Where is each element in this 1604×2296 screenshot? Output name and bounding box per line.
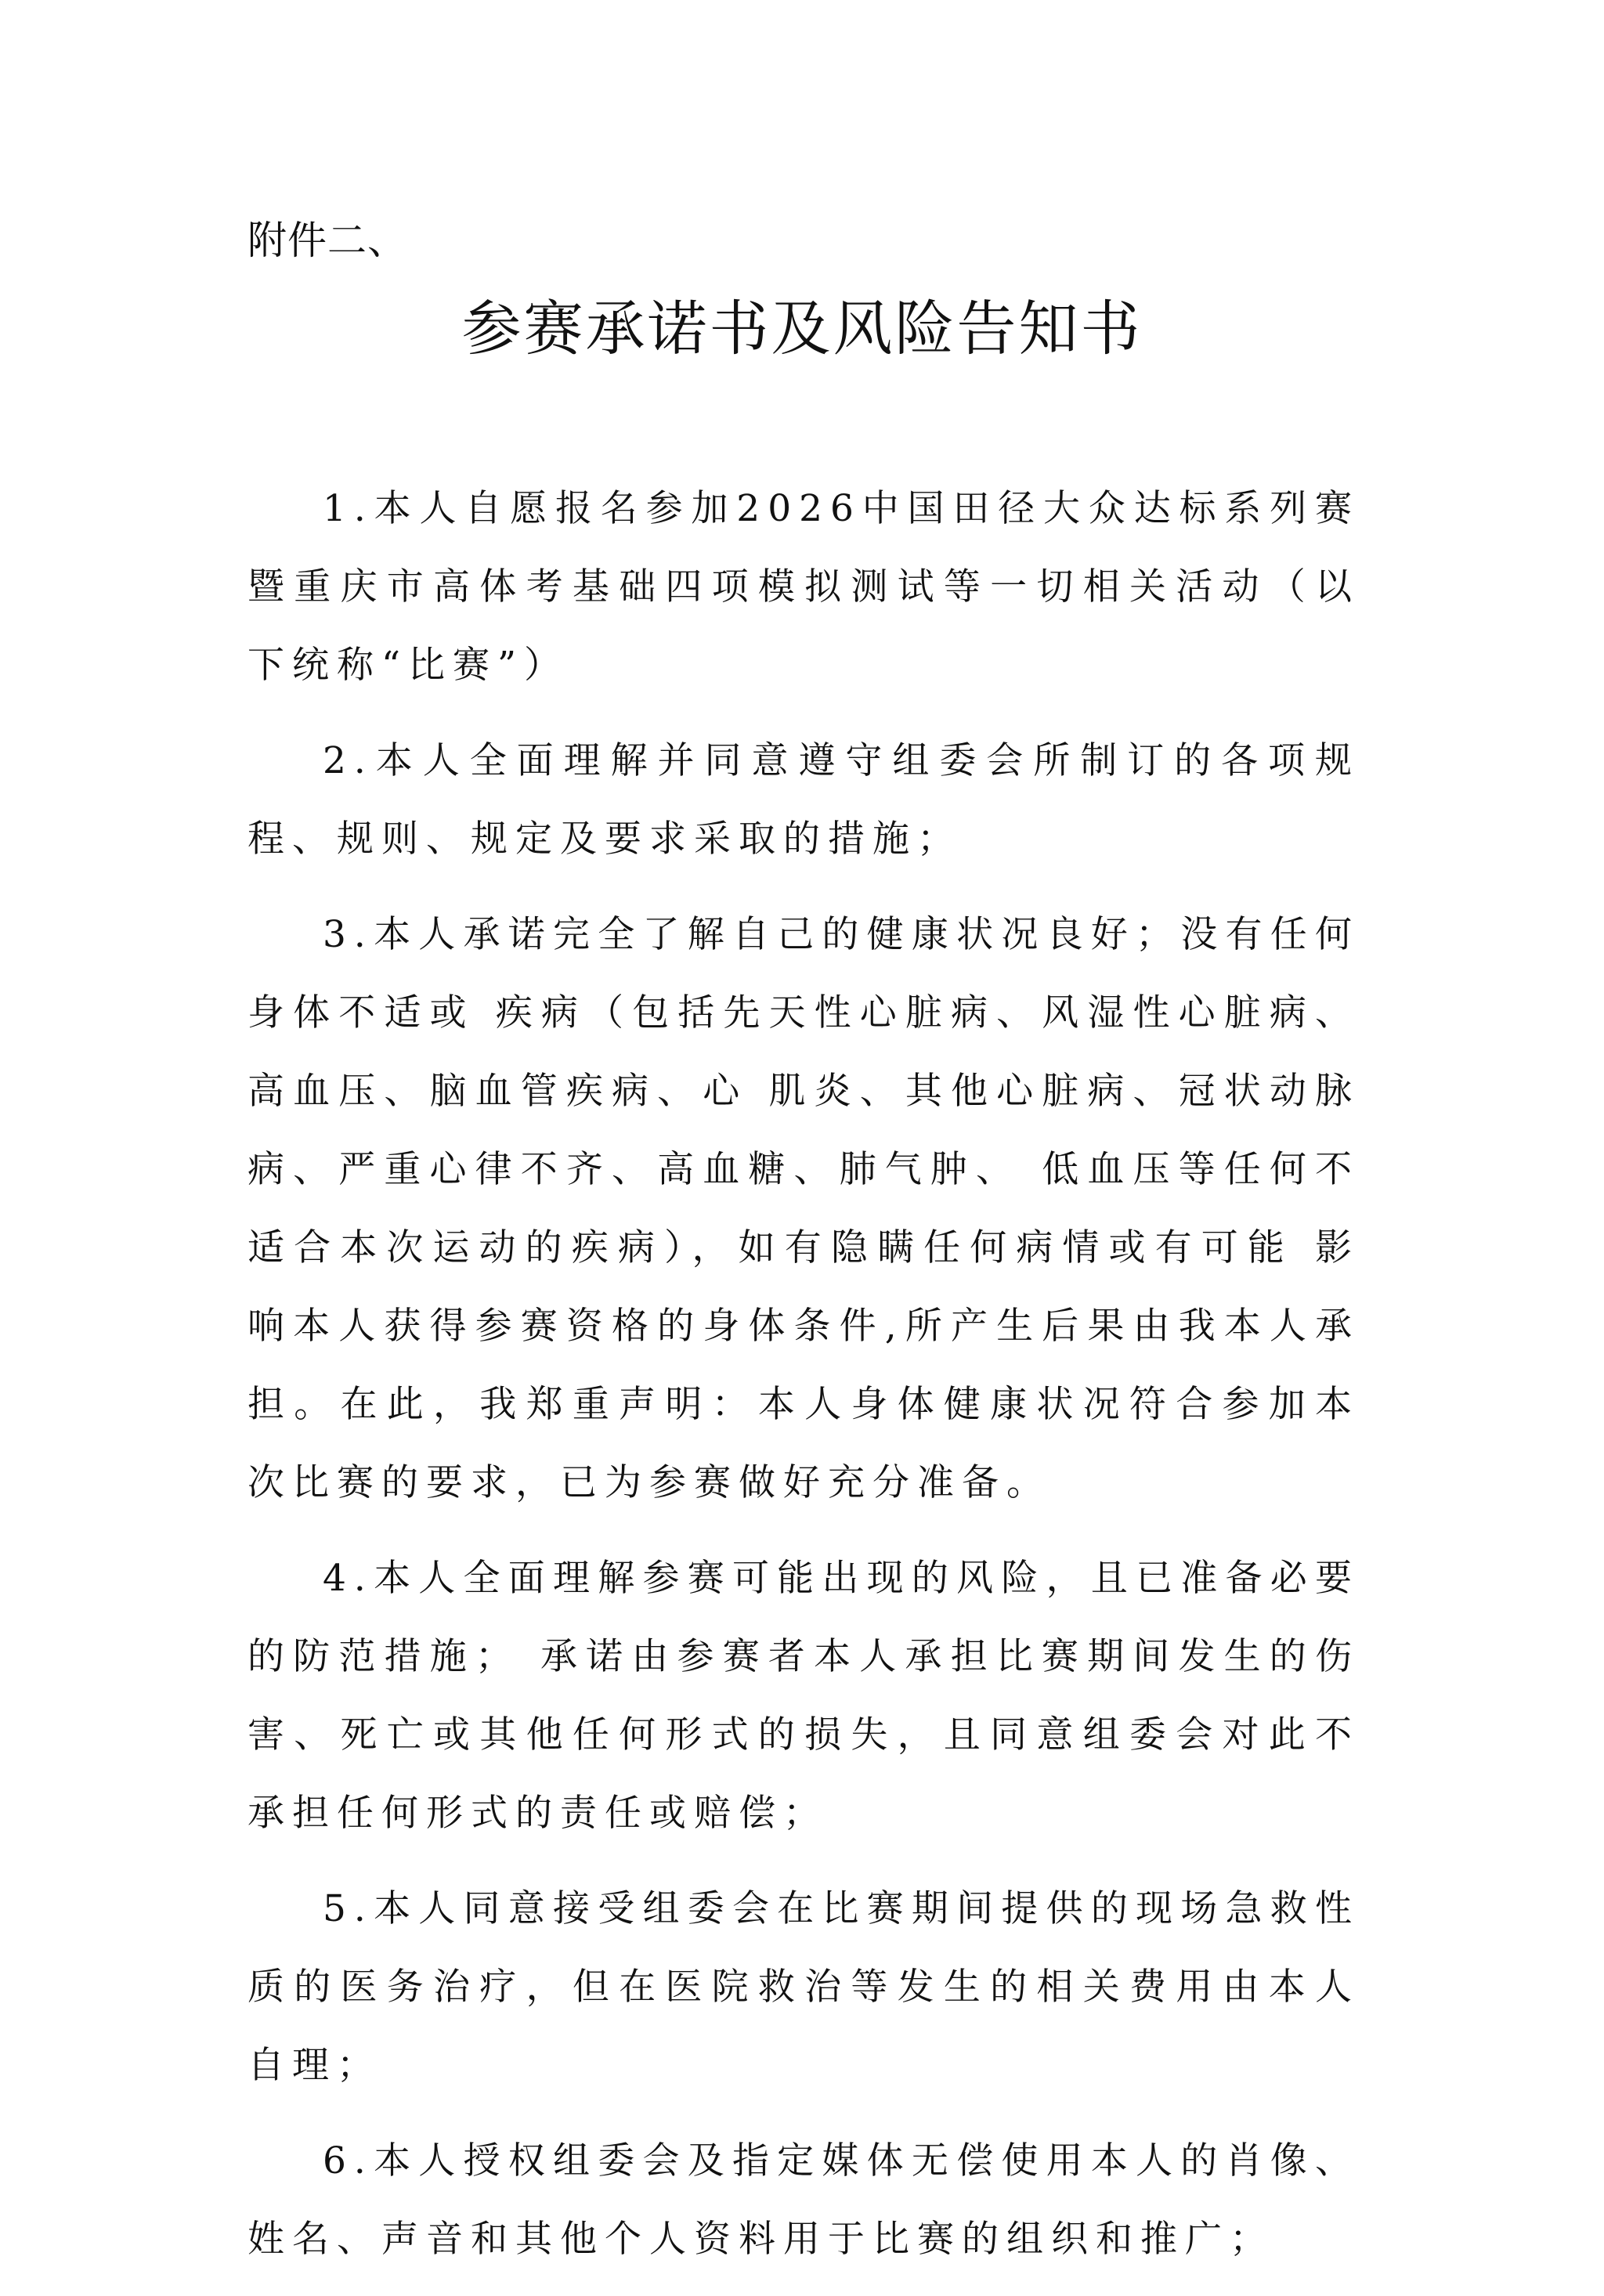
clause-2: 2.本人全面理解并同意遵守组委会所制订的各项规程、规则、规定及要求采取的措施；	[247, 739, 1360, 861]
attachment-label: 附件二、	[247, 218, 407, 263]
clause-5: 5.本人同意接受组委会在比赛期间提供的现场急救性质的医务治疗，但在医院救治等发生的相关费用由本人自理；	[247, 1887, 1360, 2087]
document-body	[247, 470, 1360, 2296]
clause-6: 6.本人授权组委会及指定媒体无偿使用本人的肖像、姓名、声音和其他个人资料用于比赛的组织和推广；	[247, 2139, 1360, 2261]
clause-3: 3.本人承诺完全了解自己的健康状况良好；没有任何身体不适或 疾病（包括先天性心脏病、风湿性心脏病、高血压、脑血管疾病、心 肌炎、其他心脏病、冠状动脉病、严重心律不齐、高血糖、肺气肿、 低血压等任何不适合本次运动的疾病），如有隐瞒任何病情或有可能 影响本人获得参赛资格的身体条件,所产生后果由我本人承担。在此，我郑重声明：本人身体健康状况符合参加本次比赛的要求，已为参赛做好充分准备。	[247, 913, 1360, 1504]
clause-4: 4.本人全面理解参赛可能出现的风险，且已准备必要的防范措施； 承诺由参赛者本人承担比赛期间发生的伤害、死亡或其他任何形式的损失，且同意组委会对此不承担任何形式的责任或赔偿；	[247, 1557, 1360, 1835]
clause-1: 1.本人自愿报名参加2026中国田径大众达标系列赛暨重庆市高体考基础四项模拟测试等一切相关活动（以下统称“比赛”）	[247, 487, 1360, 687]
document-title: 参赛承诺书及风险告知书	[461, 294, 1143, 363]
